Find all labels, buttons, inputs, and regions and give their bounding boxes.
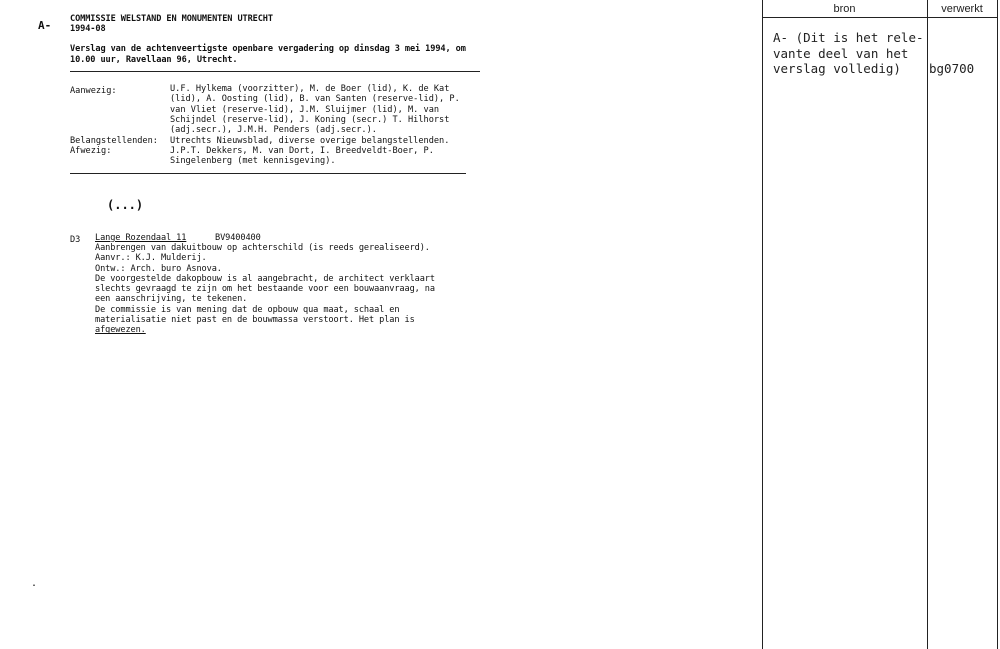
interested-text: Utrechts Nieuwsblad, diverse overige belangstellenden.: [170, 136, 450, 146]
margin-marker: A-: [38, 19, 52, 32]
bron-note: [773, 30, 924, 77]
present-line: (lid), A. Oosting (lid), B. van Santen (reserve-lid), P.: [170, 94, 460, 105]
attendance-divider: [70, 173, 466, 174]
item-address: Lange Rozendaal 11: [95, 233, 187, 243]
absent-list: [170, 146, 434, 167]
document-number: 1994-08: [70, 24, 106, 34]
item-reference: BV9400400: [215, 233, 261, 243]
absent-line: Singelenberg (met kennisgeving).: [170, 156, 336, 167]
present-line: Schijndel (reserve-lid), J. Koning (secr.) T. Hilhorst: [170, 114, 450, 125]
item-line: Aanvr.: K.J. Mulderij.: [95, 253, 207, 264]
title-line-1: Verslag van de achtenveertigste openbare vergadering op dinsdag 3 mei 1994, om: [70, 44, 466, 54]
item-line: De voorgestelde dakopbouw is al aangebracht, de architect verklaart: [95, 273, 435, 284]
verwerkt-left-border: [927, 0, 928, 649]
verwerkt-column-header: verwerkt: [941, 3, 983, 15]
title-line-2: 10.00 uur, Ravellaan 96, Utrecht.: [70, 55, 238, 65]
stray-mark: .: [31, 578, 38, 589]
item-line: materialisatie niet past en de bouwmassa verstoort. Het plan is: [95, 315, 415, 326]
item-body: [95, 243, 435, 336]
present-label: Aanwezig:: [70, 86, 117, 96]
item-line: De commissie is van mening dat de opbouw qua maat, schaal en: [95, 304, 400, 315]
item-code: D3: [70, 235, 81, 245]
absent-line: J.P.T. Dekkers, M. van Dort, I. Breedveldt-Boer, P.: [170, 146, 434, 156]
item-decision: afgewezen.: [95, 325, 146, 336]
present-line: van Vliet (reserve-lid), J.M. Sluijmer (lid), M. van: [170, 104, 440, 115]
header-divider: [762, 17, 998, 18]
bron-note-line: A- (Dit is het rele-: [773, 30, 924, 45]
bron-note-line: vante deel van het: [773, 45, 909, 61]
item-line: een aanschrijving, te tekenen.: [95, 294, 248, 305]
organization-heading: COMMISSIE WELSTAND EN MONUMENTEN UTRECHT: [70, 14, 273, 24]
item-line: slechts gevraagd te zijn om het bestaande voor een bouwaanvraag, na: [95, 284, 435, 295]
omission-ellipsis: (...): [107, 198, 144, 212]
present-line: (adj.secr.), J.M.H. Penders (adj.secr.).: [170, 125, 377, 136]
bron-column-header: bron: [833, 3, 856, 15]
item-line: Aanbrengen van dakuitbouw op achterschild (is reeds gerealiseerd).: [95, 243, 430, 253]
present-line: U.F. Hylkema (voorzitter), M. de Boer (lid), K. de Kat: [170, 84, 450, 94]
item-line: Ontw.: Arch. buro Asnova.: [95, 263, 222, 274]
bron-left-border: [762, 0, 763, 649]
verwerkt-code: bg0700: [929, 61, 975, 76]
interested-label: Belangstellenden:: [70, 136, 158, 146]
right-border: [997, 0, 998, 649]
absent-label: Afwezig:: [70, 146, 112, 156]
bron-note-line: verslag volledig): [773, 61, 901, 76]
title-divider: [70, 71, 480, 72]
present-list: [170, 84, 460, 135]
